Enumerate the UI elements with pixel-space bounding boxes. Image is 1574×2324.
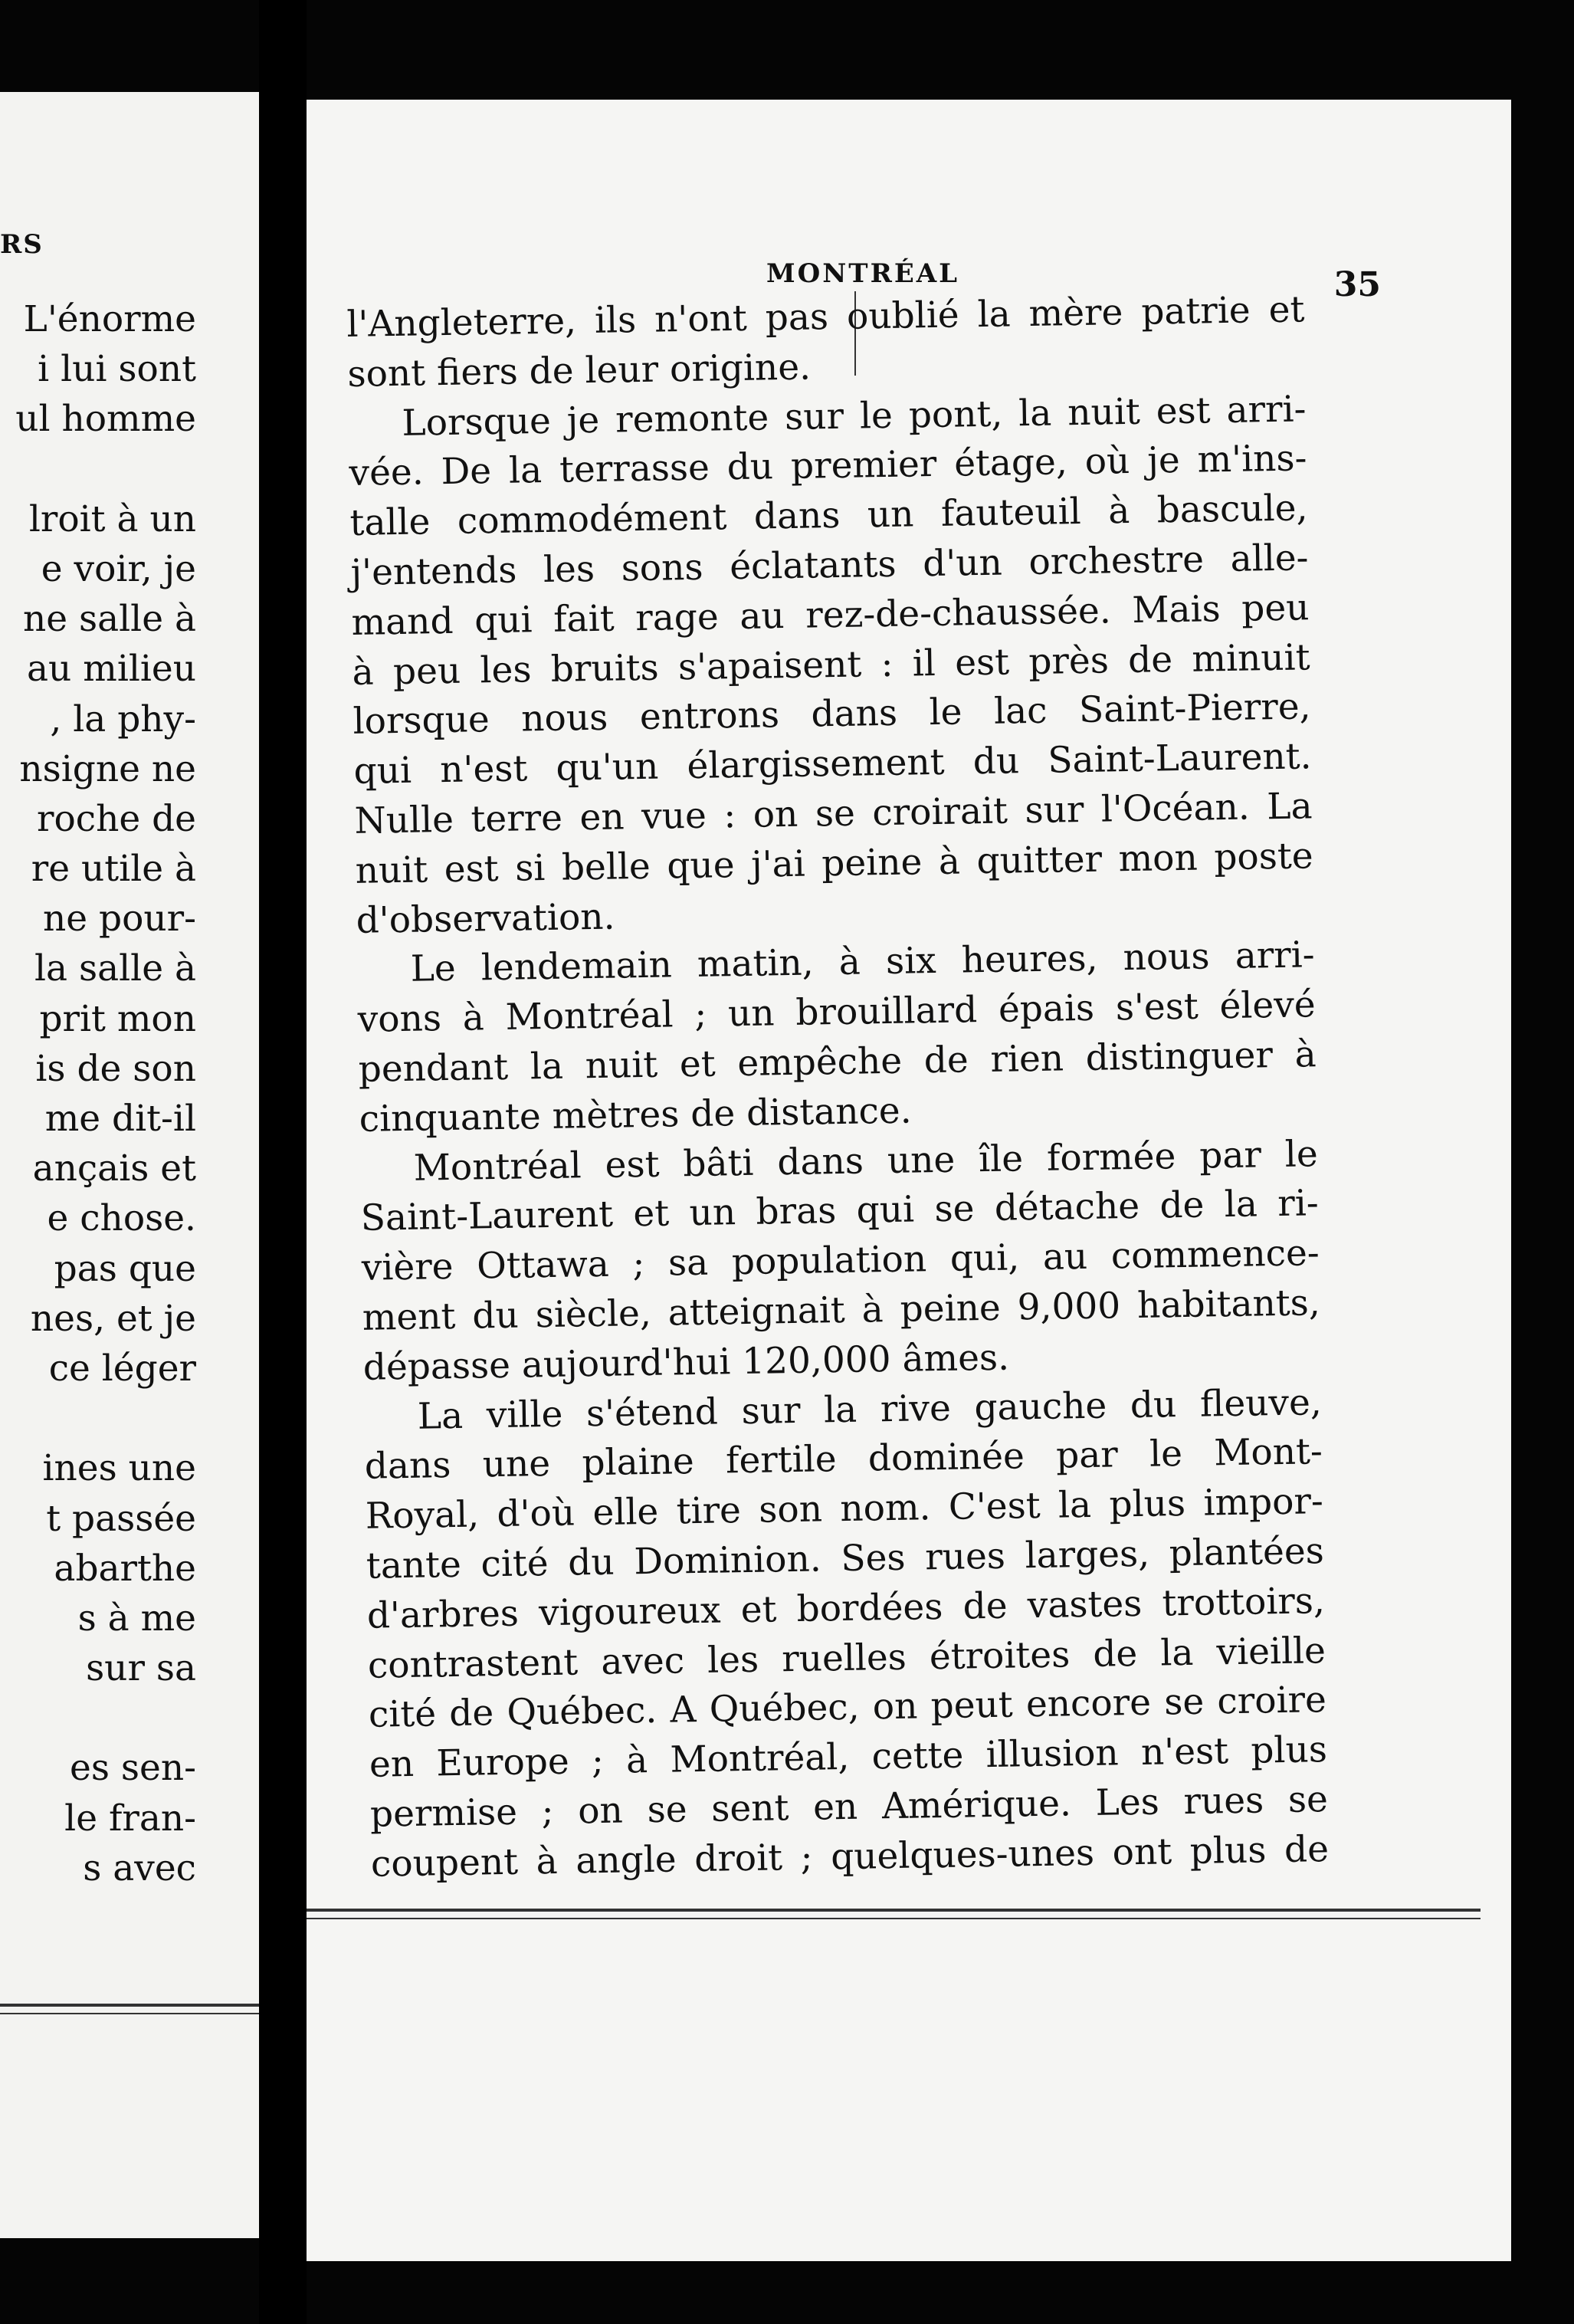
previous-page-line: L'énorme xyxy=(23,298,196,340)
text-line: dépasse aujourd'hui 120,000 âmes. xyxy=(362,1336,1010,1389)
previous-page-line: ul homme xyxy=(15,398,196,441)
text-line: sont fiers de leur origine. xyxy=(347,346,812,396)
text-line: contrastent avec les ruelles étroites de la vieille xyxy=(367,1629,1326,1687)
text-line: Le lendemain matin, à six heures, nous arri- xyxy=(410,934,1316,991)
text-line: tante cité du Dominion. Ses rues larges, plantées xyxy=(366,1530,1325,1587)
previous-page-line: la salle à xyxy=(34,947,196,990)
bottom-rule xyxy=(307,1909,1481,1912)
text-line: La ville s'étend sur la rive gauche du fleuve, xyxy=(417,1380,1323,1438)
bottom-rule-thin xyxy=(307,1918,1481,1919)
book-gutter xyxy=(259,0,307,2324)
previous-page-line: ce léger xyxy=(48,1347,196,1390)
previous-page-rule xyxy=(0,2004,259,2007)
previous-page-line: t passée xyxy=(46,1497,196,1540)
text-line: talle commodément dans un fauteuil à bascule, xyxy=(349,487,1308,545)
previous-page-line: s avec xyxy=(83,1846,196,1889)
text-line: Lorsque je remonte sur le pont, la nuit est arri- xyxy=(402,387,1307,445)
previous-page-line: i lui sont xyxy=(38,348,196,391)
text-line: d'observation. xyxy=(356,895,615,942)
text-line: à peu les bruits s'apaisent : il est près de minuit xyxy=(352,635,1310,694)
previous-page-line: ne pour- xyxy=(42,898,196,940)
text-line: qui n'est qu'un élargissement du Saint-Laurent. xyxy=(353,735,1312,793)
previous-page-line: me dit-il xyxy=(44,1098,196,1140)
previous-page-line: ines une xyxy=(42,1447,196,1490)
previous-page-line: sur sa xyxy=(86,1647,196,1690)
text-line: d'arbres vigoureux et bordées de vastes trottoirs, xyxy=(366,1579,1326,1637)
text-line: l'Angleterre, ils n'ont pas oublié la mère patrie et xyxy=(346,288,1305,346)
book-page xyxy=(307,100,1511,2261)
page-number: 35 xyxy=(1333,265,1381,304)
previous-page-fragment xyxy=(0,92,259,2238)
text-line: vons à Montréal ; un brouillard épais s'est élevé xyxy=(357,983,1317,1042)
previous-page-line: pas que xyxy=(54,1247,196,1290)
text-line: mand qui fait rage au rez-de-chaussée. Mais peu xyxy=(351,586,1310,644)
text-line: permise ; on se sent en Amérique. Les rues se xyxy=(369,1778,1329,1836)
previous-page-line xyxy=(15,445,196,494)
text-line: en Europe ; à Montréal, cette illusion n'est plus xyxy=(369,1728,1328,1786)
text-line: Nulle terre en vue : on se croirait sur l'Océan. La xyxy=(354,785,1313,842)
text-line: vière Ottawa ; sa population qui, au commence- xyxy=(361,1232,1320,1289)
previous-page-running-head: RS xyxy=(0,229,44,260)
previous-page-line: ne salle à xyxy=(22,598,196,641)
previous-page-line: , la phy- xyxy=(50,698,196,740)
previous-page-line xyxy=(15,1393,196,1443)
previous-page-line xyxy=(15,1693,196,1743)
previous-page-line: abarthe xyxy=(54,1547,196,1590)
text-line: cité de Québec. A Québec, on peut encore se croire xyxy=(368,1679,1327,1737)
text-line: vée. De la terrasse du premier étage, où je m'ins- xyxy=(349,437,1307,495)
previous-page-line: lroit à un xyxy=(28,497,196,540)
previous-page-line: le fran- xyxy=(64,1797,196,1840)
text-line: nuit est si belle que j'ai peine à quitter mon poste xyxy=(355,835,1313,892)
text-line: Montréal est bâti dans une île formée par le xyxy=(413,1132,1319,1190)
previous-page-line: s à me xyxy=(77,1597,196,1640)
text-line: lorsque nous entrons dans le lac Saint-Pierre, xyxy=(353,685,1311,743)
running-head: MONTRÉAL xyxy=(766,258,960,289)
previous-page-line: es sen- xyxy=(70,1747,196,1790)
text-line: dans une plaine fertile dominée par le Mont- xyxy=(364,1430,1323,1489)
previous-page-line: re utile à xyxy=(31,848,196,891)
previous-page-line: prit mon xyxy=(39,997,196,1040)
text-line: ment du siècle, atteignait à peine 9,000 habitants, xyxy=(362,1282,1321,1339)
text-line: j'entends les sons éclatants d'un orchestre alle- xyxy=(350,537,1309,594)
previous-page-line: au milieu xyxy=(27,648,196,691)
text-line: Saint-Laurent et un bras qui se détache de la ri- xyxy=(360,1182,1320,1240)
previous-page-text-column xyxy=(15,294,196,1893)
previous-page-line: ançais et xyxy=(32,1147,196,1190)
text-line: Royal, d'où elle tire son nom. C'est la plus impor- xyxy=(365,1480,1324,1538)
previous-page-line: nes, et je xyxy=(30,1297,196,1340)
previous-page-line: roche de xyxy=(36,797,196,840)
previous-page-line: e chose. xyxy=(47,1197,196,1240)
previous-page-rule-thin xyxy=(0,2013,259,2014)
text-line: coupent à angle droit ; quelques-unes ont plus de xyxy=(370,1827,1330,1886)
body-text xyxy=(346,285,1329,1889)
previous-page-line: e voir, je xyxy=(41,547,196,590)
previous-page-line: nsigne ne xyxy=(19,747,196,790)
text-line: pendant la nuit et empêche de rien distinguer à xyxy=(358,1033,1317,1091)
previous-page-line: is de son xyxy=(35,1047,196,1090)
text-line: cinquante mètres de distance. xyxy=(359,1089,912,1141)
